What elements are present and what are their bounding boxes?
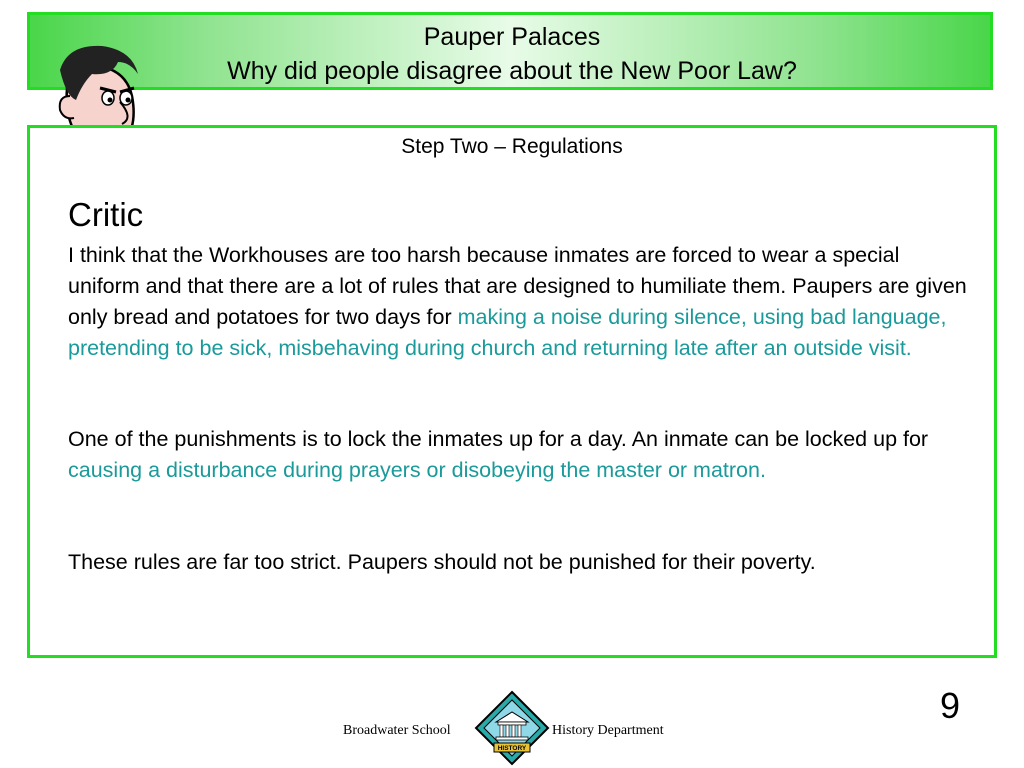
logo-text: HISTORY — [497, 745, 527, 752]
page-number: 9 — [940, 685, 961, 726]
paragraph-2-text: One of the punishments is to lock the inmates up for a day. An inmate can be locked up for — [68, 427, 929, 451]
paragraph-1-text: I think that the Workhouses are too harsh because inmates are forced to wear a special uniform and that there are a lot of rules that are designed to humiliate them. Paupers are given only bread and potatoes for two days for — [68, 243, 967, 329]
section-subtitle: Step Two – Regulations — [401, 135, 623, 158]
history-logo-icon — [474, 690, 550, 766]
role-heading: Critic — [68, 196, 144, 233]
slide-title: Pauper Palaces — [423, 23, 601, 51]
content-panel — [27, 125, 997, 658]
paragraph-2 — [68, 424, 968, 486]
paragraph-1 — [68, 240, 968, 364]
paragraph-1-highlight: making a noise during silence, using bad language, pretending to be sick, misbehaving during church and returning late after an outside visit. — [68, 305, 947, 360]
footer-department: History Department — [552, 723, 664, 738]
paragraph-3: These rules are far too strict. Paupers should not be punished for their poverty. — [68, 550, 816, 574]
footer-school: Broadwater School — [343, 723, 451, 738]
paragraph-2-highlight: causing a disturbance during prayers or disobeying the master or matron. — [68, 458, 766, 482]
slide-subtitle-question: Why did people disagree about the New Poor Law? — [227, 57, 797, 85]
